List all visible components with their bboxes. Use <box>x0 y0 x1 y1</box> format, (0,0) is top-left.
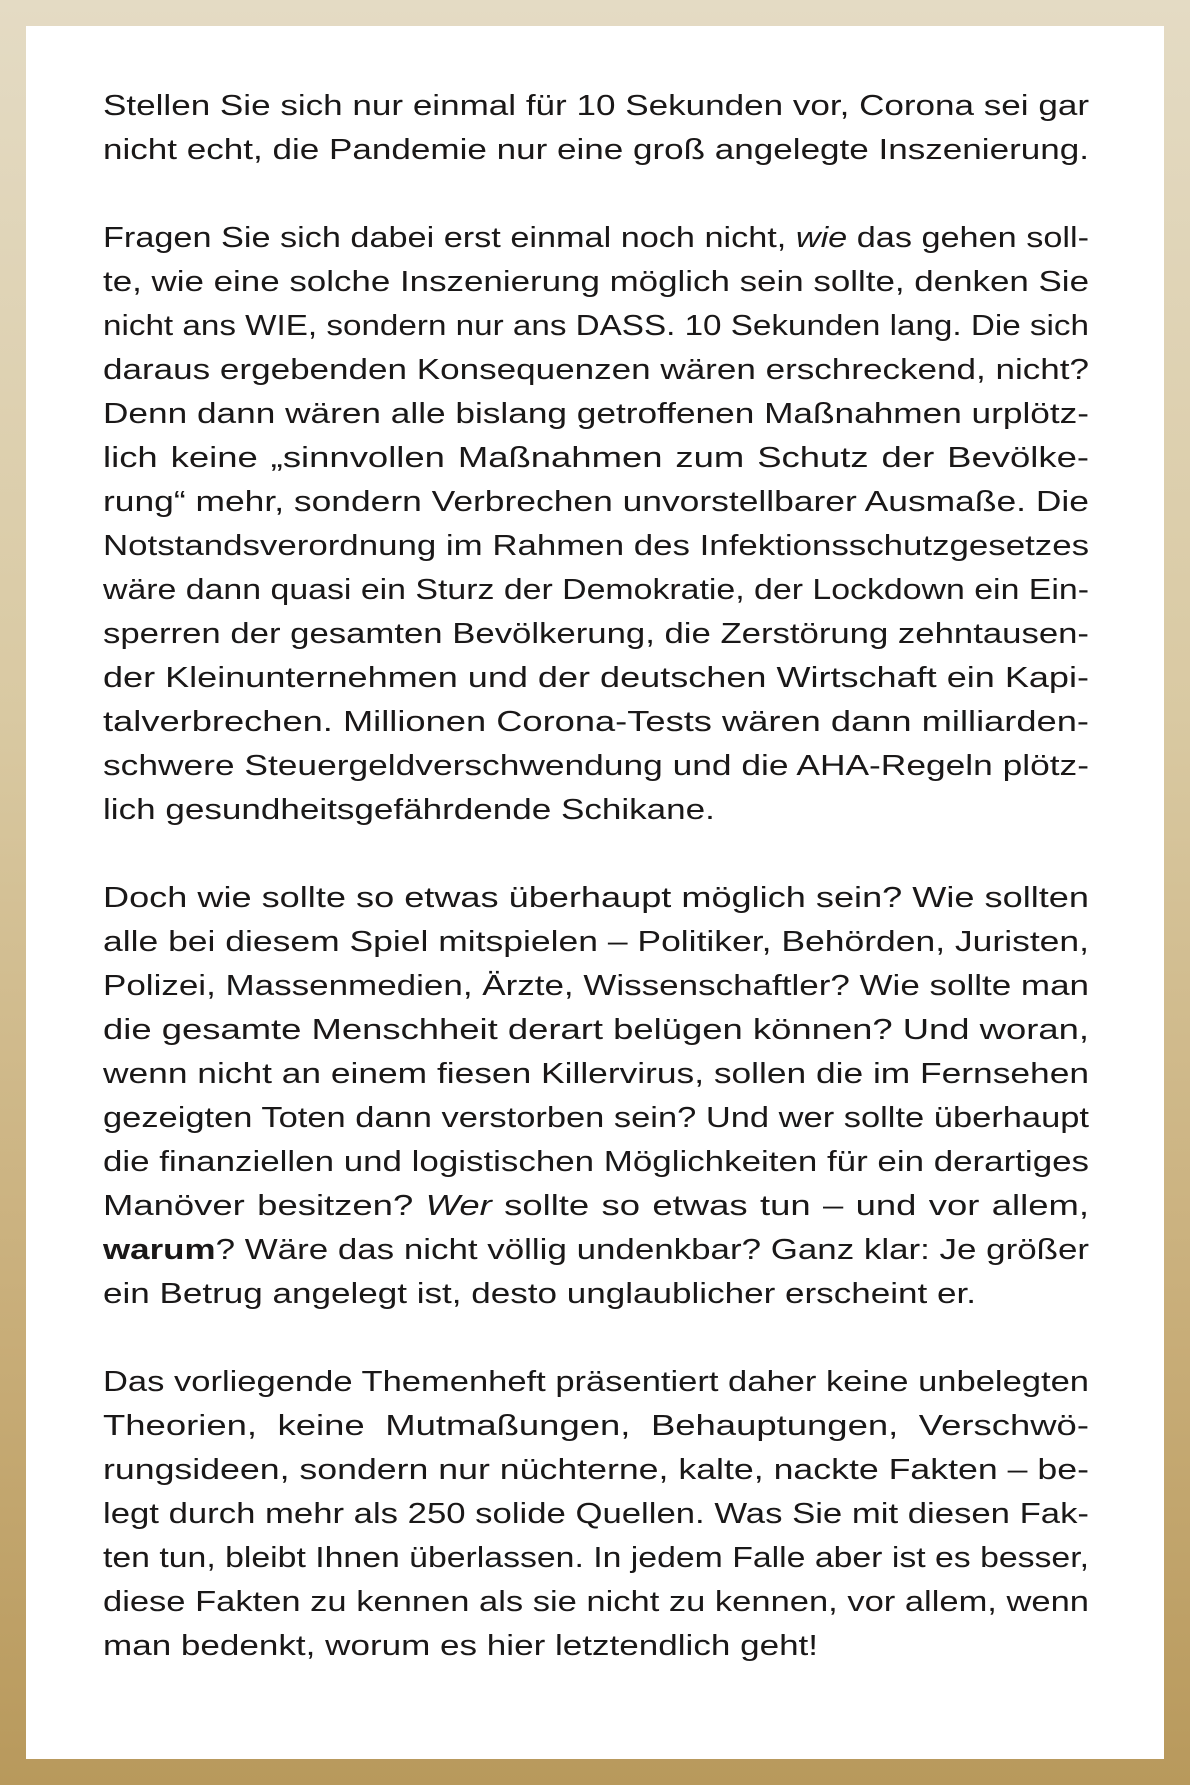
text-line <box>103 1096 1089 1140</box>
text-run: sollte so etwas tun – und vor allem, <box>491 1190 1089 1222</box>
paragraph <box>103 84 1089 172</box>
text-run: Das vorliegende Themenheft präsentiert daher keine unbelegten <box>103 1366 1089 1398</box>
text-run: ? Wäre das nicht völlig undenkbar? Ganz klar: Je größer <box>215 1234 1089 1266</box>
paragraph <box>103 216 1089 832</box>
text-line <box>103 480 1089 524</box>
text-run: rungsideen, sondern nur nüchterne, kalte, nackte Fakten – be- <box>103 1454 1089 1486</box>
text-run: sperren der gesamten Bevölkerung, die Zerstörung zehntausen- <box>103 618 1089 650</box>
text-line <box>103 1404 1089 1448</box>
text-run: nicht echt, die Pandemie nur eine groß angelegte Inszenierung. <box>103 134 1089 166</box>
text-run: Polizei, Massenmedien, Ärzte, Wissenschaftler? Wie sollte man <box>103 970 1089 1002</box>
text-line <box>103 1360 1089 1404</box>
emphasis-text: wie <box>795 222 848 254</box>
text-line <box>103 304 1089 348</box>
text-line <box>103 788 1089 832</box>
text-run: nicht ans WIE, sondern nur ans DASS. 10 Sekunden lang. Die sich <box>103 310 1089 342</box>
text-line <box>103 1140 1089 1184</box>
text-line <box>103 392 1089 436</box>
page-sheet <box>26 26 1164 1759</box>
text-run: man bedenkt, worum es hier letztendlich geht! <box>103 1630 819 1662</box>
text-line <box>103 348 1089 392</box>
text-run: talverbrechen. Millionen Corona-Tests wären dann milliarden- <box>103 706 1089 738</box>
text-run: die gesamte Menschheit derart belügen können? Und woran, <box>103 1014 1089 1046</box>
text-run: lich gesundheitsgefährdende Schikane. <box>103 794 715 826</box>
text-run: te, wie eine solche Inszenierung möglich sein sollte, denken Sie <box>103 266 1089 298</box>
bold-text: warum <box>103 1234 216 1266</box>
text-run: Fragen Sie sich dabei erst einmal noch nicht, <box>103 222 796 254</box>
text-line <box>103 1052 1089 1096</box>
text-run: Stellen Sie sich nur einmal für 10 Sekunden vor, Corona sei gar <box>103 90 1089 122</box>
text-run: Manöver besitzen? <box>103 1190 426 1222</box>
text-line <box>103 1448 1089 1492</box>
text-run: schwere Steuergeldverschwendung und die AHA-Regeln plötz- <box>103 750 1089 782</box>
text-line <box>103 1536 1089 1580</box>
text-line <box>103 568 1089 612</box>
text-run: Theorien, keine Mutmaßungen, Behauptungen, Verschwö- <box>103 1410 1089 1442</box>
text-line <box>103 920 1089 964</box>
text-run: rung“ mehr, sondern Verbrechen unvorstellbarer Ausmaße. Die <box>103 486 1089 518</box>
text-run: lich keine „sinnvollen Maßnahmen zum Schutz der Bevölke- <box>103 442 1089 474</box>
text-run: ten tun, bleibt Ihnen überlassen. In jedem Falle aber ist es besser, <box>103 1542 1089 1574</box>
text-run: gezeigten Toten dann verstorben sein? Und wer sollte überhaupt <box>103 1102 1089 1134</box>
text-line <box>103 744 1089 788</box>
text-line <box>103 524 1089 568</box>
text-line <box>103 700 1089 744</box>
text-run: Notstandsverordnung im Rahmen des Infektionsschutzgesetzes <box>103 530 1089 562</box>
text-line <box>103 964 1089 1008</box>
text-line <box>103 876 1089 920</box>
text-line <box>103 1184 1089 1228</box>
text-run: ein Betrug angelegt ist, desto unglaublicher erscheint er. <box>103 1278 976 1310</box>
text-run: Doch wie sollte so etwas überhaupt möglich sein? Wie sollten <box>103 882 1089 914</box>
text-line <box>103 1492 1089 1536</box>
text-run: das gehen soll- <box>847 222 1089 254</box>
text-line <box>103 216 1089 260</box>
text-run: wenn nicht an einem fiesen Killervirus, sollen die im Fernsehen <box>103 1058 1089 1090</box>
text-line <box>103 1580 1089 1624</box>
text-run: daraus ergebenden Konsequenzen wären erschreckend, nicht? <box>103 354 1089 386</box>
text-run: alle bei diesem Spiel mitspielen – Politiker, Behörden, Juristen, <box>103 926 1089 958</box>
emphasis-text: Wer <box>425 1190 492 1222</box>
text-run: die finanziellen und logistischen Möglichkeiten für ein derartiges <box>103 1146 1089 1178</box>
paragraph <box>103 1360 1089 1668</box>
text-line <box>103 1228 1089 1272</box>
text-line <box>103 84 1089 128</box>
text-line <box>103 260 1089 304</box>
paragraph <box>103 876 1089 1316</box>
text-line <box>103 1624 1089 1668</box>
text-line <box>103 1272 1089 1316</box>
text-run: wäre dann quasi ein Sturz der Demokratie, der Lockdown ein Ein- <box>103 574 1089 606</box>
text-run: legt durch mehr als 250 solide Quellen. Was Sie mit diesen Fak- <box>103 1498 1089 1530</box>
text-line <box>103 436 1089 480</box>
text-run: diese Fakten zu kennen als sie nicht zu kennen, vor allem, wenn <box>103 1586 1089 1618</box>
text-run: der Kleinunternehmen und der deutschen Wirtschaft ein Kapi- <box>103 662 1089 694</box>
body-text <box>103 84 1089 1712</box>
text-run: Denn dann wären alle bislang getroffenen Maßnahmen urplötz- <box>103 398 1089 430</box>
text-line <box>103 1008 1089 1052</box>
text-line <box>103 128 1089 172</box>
text-line <box>103 656 1089 700</box>
text-line <box>103 612 1089 656</box>
